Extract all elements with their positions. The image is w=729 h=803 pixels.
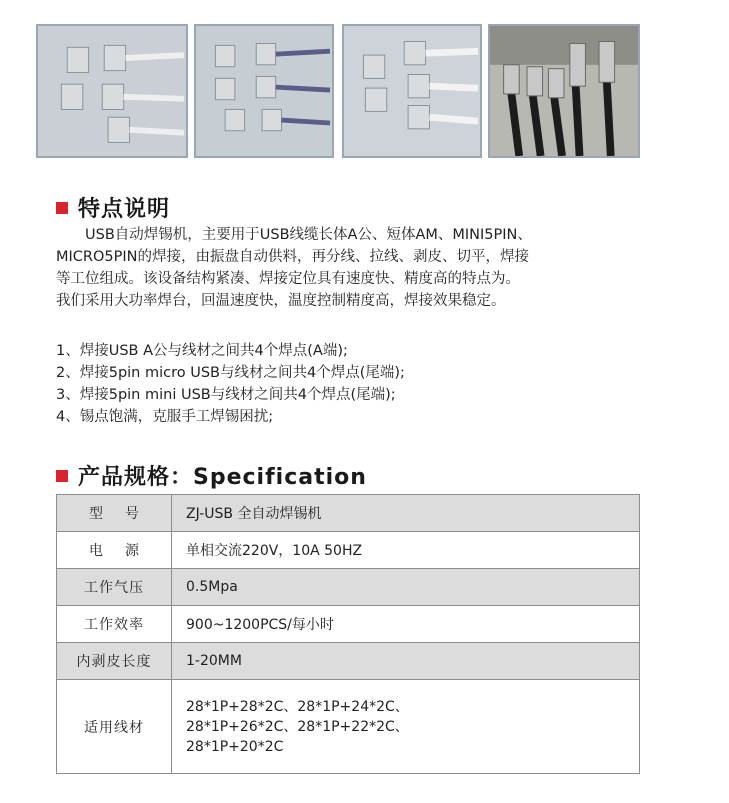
features-list [56, 340, 405, 428]
usb-a-male-soldered-photo-2 [194, 24, 334, 158]
list-item: 1、焊接USB A公与线材之间共4个焊点(A端); [56, 343, 348, 359]
red-square-bullet [56, 202, 68, 214]
features-line: 等工位组成。该设备结构紧凑、焊接定位具有速度快、精度高的特点为。 [56, 271, 520, 287]
spec-value: 单相交流220V，10A 50HZ [172, 532, 640, 569]
spec-label: 工作效率 [57, 606, 172, 643]
features-line: 我们采用大功率焊台，回温速度快，温度控制精度高，焊接效果稳定。 [56, 293, 506, 309]
features-line: USB自动焊锡机，主要用于USB线缆长体A公、短体AM、MINI5PIN、 [56, 227, 532, 243]
features-title: 特点说明 [78, 197, 171, 222]
red-square-bullet [56, 470, 68, 482]
spec-label: 型号 [57, 495, 172, 532]
table-row [57, 606, 640, 643]
spec-label: 工作气压 [57, 569, 172, 606]
spec-value: 900~1200PCS/每小时 [172, 606, 640, 643]
features-heading [56, 192, 170, 223]
spec-value: 1-20MM [172, 643, 640, 680]
spec-table [56, 494, 640, 774]
spec-label: 内剥皮长度 [57, 643, 172, 680]
spec-value: ZJ-USB 全自动焊锡机 [172, 495, 640, 532]
spec-label: 电源 [57, 532, 172, 569]
table-row [57, 495, 640, 532]
features-description [56, 224, 656, 312]
cable-spec-line: 28*1P+20*2C [186, 738, 284, 755]
table-row [57, 643, 640, 680]
table-row [57, 680, 640, 774]
spec-label: 适用线材 [57, 680, 172, 774]
features-line: MICRO5PIN的焊接，由振盘自动供料，再分线、拉线、剥皮、切平，焊接 [56, 249, 529, 265]
usb-a-male-soldered-photo-3 [342, 24, 482, 158]
table-row [57, 569, 640, 606]
usb-a-male-soldered-photo-1 [36, 24, 188, 158]
list-item: 3、焊接5pin mini USB与线材之间共4个焊点(尾端); [56, 387, 396, 403]
table-row [57, 532, 640, 569]
spec-title: 产品规格：Specification [78, 465, 367, 490]
list-item: 4、锡点饱满，克服手工焊锡困扰; [56, 409, 274, 425]
spec-value: 0.5Mpa [172, 569, 640, 606]
cable-spec-line: 28*1P+26*2C、28*1P+22*2C、 [186, 718, 409, 735]
cable-spec-line: 28*1P+28*2C、28*1P+24*2C、 [186, 698, 409, 715]
spec-heading [56, 460, 367, 491]
product-photo-strip [36, 24, 640, 158]
list-item: 2、焊接5pin micro USB与线材之间共4个焊点(尾端); [56, 365, 405, 381]
spec-value [172, 680, 640, 774]
micro-usb-cables-photo [488, 24, 640, 158]
